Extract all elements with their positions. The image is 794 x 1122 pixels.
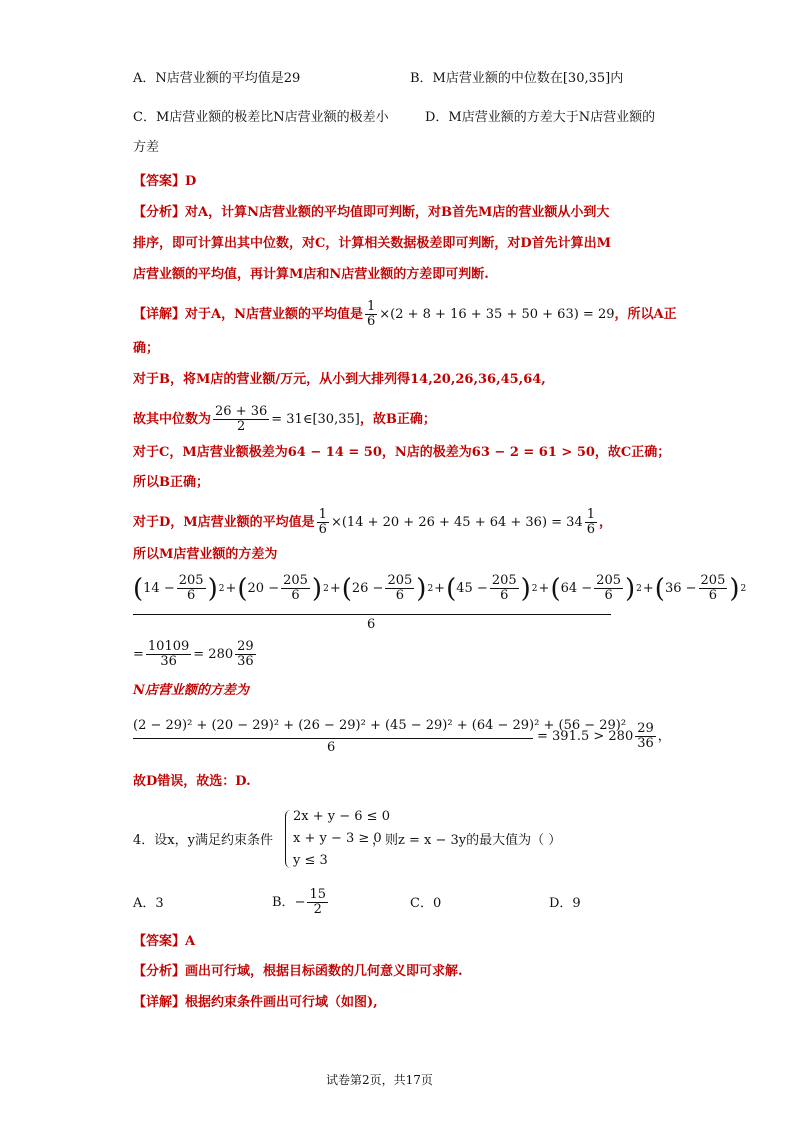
constraint-brace [285, 810, 292, 868]
constraint-2: x + y − 3 ≥ 0 [293, 831, 382, 846]
detail-d-mean: 对于D，M店营业额的平均值是 $\frac{1}{6}$ ×(14 + 20 + 26 + 45 + 64 + 36) = 34 $\frac{1}{6}$ ， [133, 507, 613, 537]
q3-analysis-line-2: 排序，即可计算出其中位数，对C，计算相关数据极差即可判断，对D首先计算出M [133, 236, 612, 251]
fraction-denominator: 6 [366, 314, 376, 329]
variance-term: ( 14 − $\frac{205}{6}$ ) 2 [133, 573, 225, 604]
n-variance-numerator: (2 − 29)² + (20 − 29)² + (26 − 29)² + (45 − 29)² + (64 − 29)² + (56 − 29)² [133, 718, 627, 733]
q3-answer: 【答案】D [133, 174, 197, 189]
variance-term: + ( 26 − $\frac{205}{6}$ ) 2 [329, 573, 434, 604]
m-variance-numerator [133, 574, 746, 603]
option-a: A．N店营业额的平均值是29 [133, 71, 301, 86]
page-footer: 试卷第2页，共17页 [326, 1073, 433, 1087]
q3-final: 故D错误，故选：D. [133, 774, 251, 789]
variance-term: + ( 45 − $\frac{205}{6}$ ) 2 [434, 573, 538, 604]
detail-b-median: 故其中位数为 $\frac{26 + 36}{2}$ = 31∈[30,35]，故B正确； [133, 404, 436, 434]
constraint-1: 2x + y − 6 ≤ 0 [293, 809, 390, 824]
q4-detail: 【详解】根据约束条件画出可行域（如图), [133, 995, 378, 1010]
q3-analysis-line-3: 店营业额的平均值，再计算M店和N店营业额的方差即可判断. [133, 267, 489, 282]
q4-stem-prefix: 4．设x，y满足约束条件 [133, 833, 273, 848]
variance-term: + ( 36 − $\frac{205}{6}$ ) 2 [642, 573, 747, 604]
q3-analysis-line-1: 【分析】对A，计算N店营业额的平均值即可判断，对B首先M店的营业额从小到大 [133, 205, 610, 220]
detail-a-cont: 确； [133, 341, 160, 356]
q4-answer: 【答案】A [133, 934, 196, 949]
option-d: D．M店营业额的方差大于N店营业额的 [425, 110, 656, 125]
n-variance-label: N店营业额的方差为 [133, 683, 249, 698]
n-variance-denominator: 6 [327, 740, 336, 755]
q4-analysis: 【分析】画出可行域，根据目标函数的几何意义即可求解. [133, 964, 463, 979]
detail-b-line: 对于B，将M店的营业额/万元，从小到大排列得14,20,26,36,45,64, [133, 372, 546, 387]
option-d-cont: 方差 [133, 140, 160, 155]
fraction-numerator: 1 [366, 299, 376, 314]
q4-option-d: D．9 [549, 896, 581, 911]
variance-term: + ( 64 − $\frac{205}{6}$ ) 2 [538, 573, 642, 604]
m-variance-denominator: 6 [367, 617, 376, 632]
m-variance-fraction-bar [133, 614, 611, 615]
q4-option-a: A．3 [133, 896, 164, 911]
detail-c-conclude: 所以B正确； [133, 475, 209, 490]
q4-option-c: C．0 [410, 896, 442, 911]
option-b: B．M店营业额的中位数在[30,35]内 [410, 71, 624, 86]
n-variance-result: = 391.5 > 280 $\frac{29}{36}$ ， [537, 721, 671, 751]
q4-stem-suffix: ，则z = x − 3y的最大值为（ ） [372, 833, 562, 848]
q4-option-b: B．− $\frac{15}{2}$ [272, 887, 327, 917]
m-variance-result: = $\frac{10109}{36}$ = 280 $\frac{29}{36}$ [133, 639, 254, 669]
detail-a: 【详解】对于A，N店营业额的平均值是 $\frac{1}{6}$ ×(2 + 8 + 16 + 35 + 50 + 63) = 29，所以A正 [133, 299, 677, 329]
option-c: C．M店营业额的极差比N店营业额的极差小 [133, 110, 389, 125]
variance-term: + ( 20 − $\frac{205}{6}$ ) 2 [225, 573, 329, 604]
detail-c-line: 对于C，M店营业额极差为64 − 14 = 50，N店的极差为63 − 2 = 61 > 50，故C正确； [133, 445, 671, 460]
n-variance-fraction-bar [133, 738, 533, 739]
constraint-3: y ≤ 3 [293, 853, 328, 868]
math-expr: ×(2 + 8 + 16 + 35 + 50 + 63) = 29 [379, 307, 615, 322]
m-variance-label: 所以M店营业额的方差为 [133, 547, 278, 562]
